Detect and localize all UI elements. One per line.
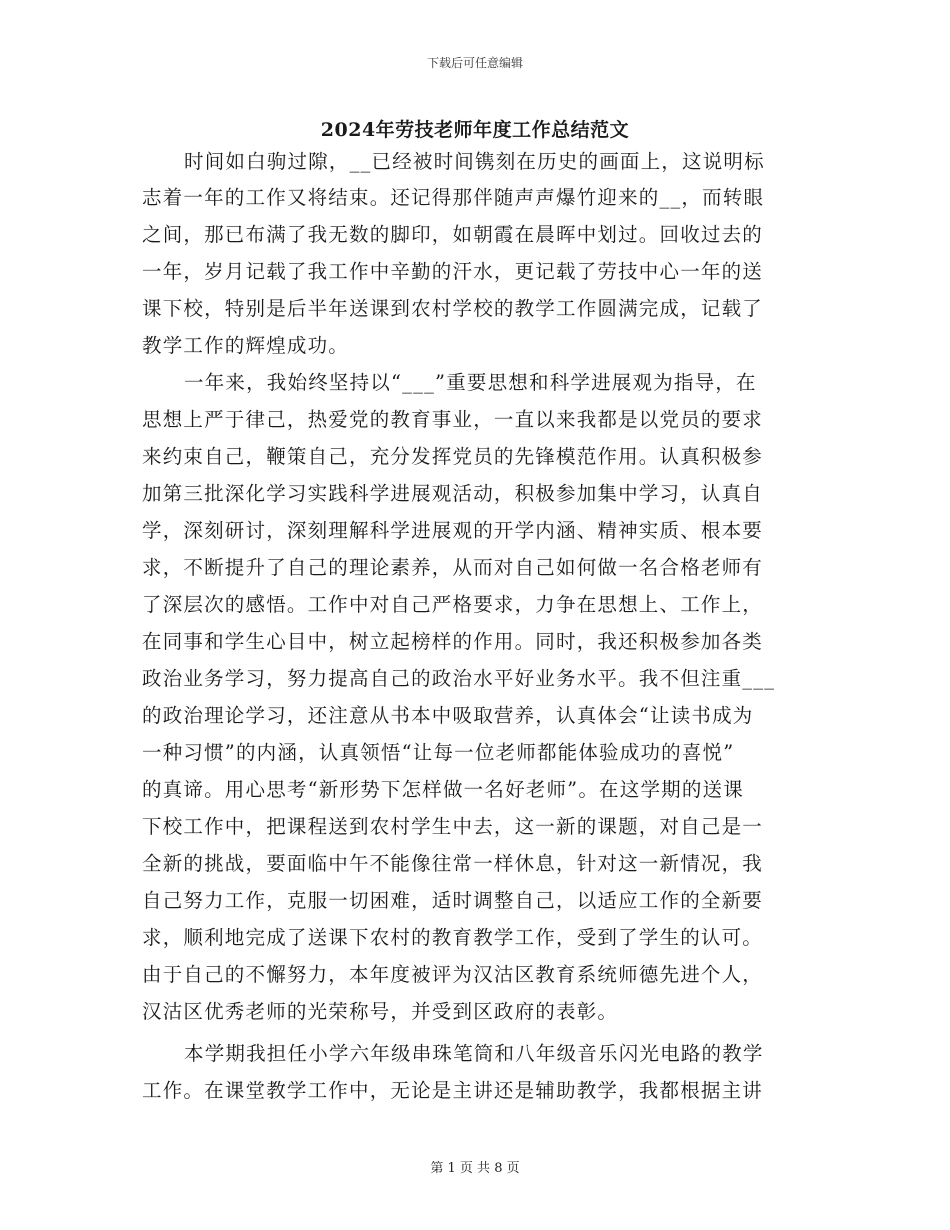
- paragraph-line: 了深层次的感悟。工作中对自己严格要求，力争在思想上、工作上，: [142, 593, 764, 616]
- paragraph-line: 本学期我担任小学六年级串珠笔筒和八年级音乐闪光电路的教学: [184, 1042, 764, 1065]
- paragraph-line: 加第三批深化学习实践科学进展观活动，积极参加集中学习，认真自: [142, 482, 764, 505]
- paragraph-line: 自己努力工作，克服一切困难，适时调整自己，以适应工作的全新要: [142, 889, 764, 912]
- paragraph-line: 一年来，我始终坚持以“___”重要思想和科学进展观为指导，在: [184, 371, 757, 394]
- paragraph-line: 工作。在课堂教学工作中，无论是主讲还是辅助教学，我都根据主讲: [142, 1079, 764, 1102]
- paragraph-line: 在同事和学生心目中，树立起榜样的作用。同时，我还积极参加各类: [142, 630, 764, 653]
- paragraph-line: 汉沽区优秀老师的光荣称号，并受到区政府的表彰。: [142, 1000, 619, 1023]
- paragraph-line: 一种习惯”的内涵，认真领悟“让每一位老师都能体验成功的喜悦”: [142, 741, 735, 764]
- paragraph-line: 课下校，特别是后半年送课到农村学校的教学工作圆满完成，记载了: [142, 297, 764, 320]
- paragraph-line: 学，深刻研讨，深刻理解科学进展观的开学内涵、精神实质、根本要: [142, 519, 764, 542]
- paragraph-line: 下校工作中，把课程送到农村学生中去，这一新的课题，对自己是一: [142, 815, 764, 838]
- paragraph-line: 志着一年的工作又将结束。还记得那伴随声声爆竹迎来的__，而转眼: [142, 186, 765, 209]
- header-note: 下载后可任意编辑: [426, 56, 523, 70]
- paragraph-line: 之间，那已布满了我无数的脚印，如朝霞在晨晖中划过。回收过去的: [142, 223, 764, 246]
- paragraph-line: 的政治理论学习，还注意从书本中吸取营养，认真体会“让读书成为: [142, 704, 754, 727]
- paragraph-line: 全新的挑战，要面临中午不能像往常一样休息，针对这一新情况，我: [142, 852, 764, 875]
- document-title: 2024年劳技老师年度工作总结范文: [320, 119, 630, 141]
- paragraph-line: 的真谛。用心思考“新形势下怎样做一名好老师”。在这学期的送课: [142, 778, 744, 801]
- paragraph-line: 求，顺利地完成了送课下农村的教育教学工作，受到了学生的认可。: [142, 926, 764, 949]
- paragraph-line: 教学工作的辉煌成功。: [142, 334, 350, 357]
- paragraph-line: 来约束自己，鞭策自己，充分发挥党员的先锋模范作用。认真积极参: [142, 445, 764, 468]
- page-indicator: 第 1 页 共 8 页: [430, 1161, 520, 1176]
- paragraph-line: 一年，岁月记载了我工作中辛勤的汗水，更记载了劳技中心一年的送: [142, 260, 764, 283]
- paragraph-line: 由于自己的不懈努力，本年度被评为汉沽区教育系统师德先进个人，: [142, 963, 764, 986]
- paragraph-line: 求，不断提升了自己的理论素养，从而对自己如何做一名合格老师有: [142, 556, 764, 579]
- paragraph-line: 时间如白驹过隙，__已经被时间镌刻在历史的画面上，这说明标: [184, 150, 765, 173]
- paragraph-line: 思想上严于律己，热爱党的教育事业，一直以来我都是以党员的要求: [142, 408, 764, 431]
- paragraph-line: 政治业务学习，努力提高自己的政治水平好业务水平。我不但注重___: [142, 667, 776, 690]
